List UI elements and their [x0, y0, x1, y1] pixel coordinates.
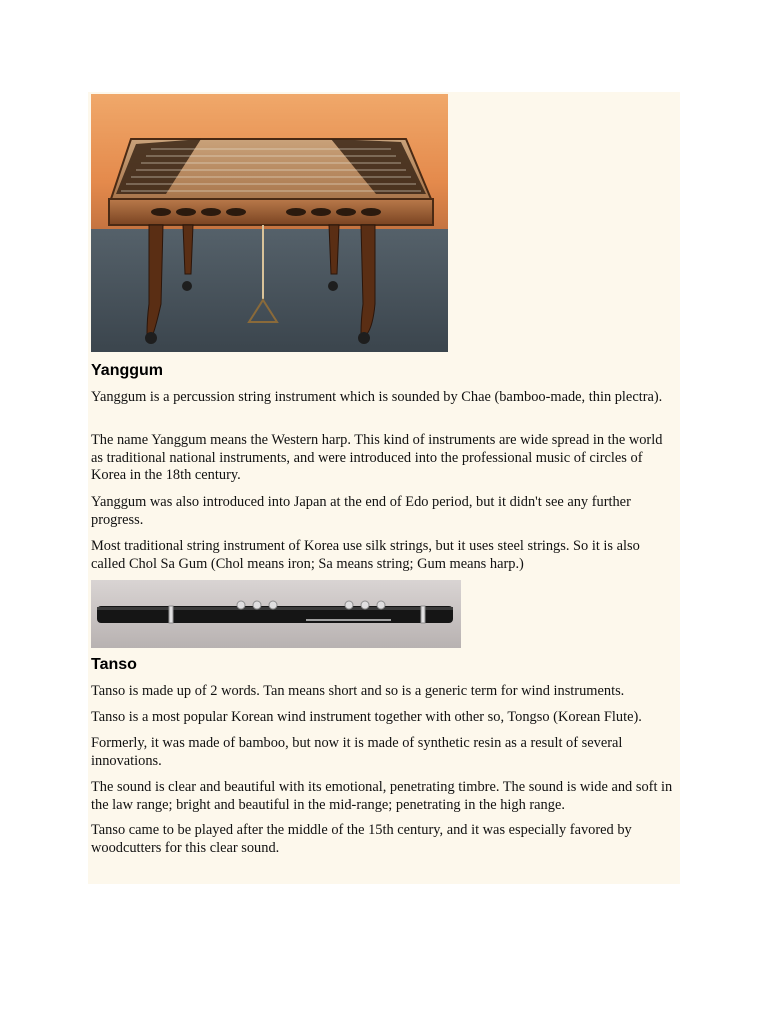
- yanggum-paragraph-3: Yanggum was also introduced into Japan at the end of Edo period, but it didn't see any further progress.: [91, 494, 631, 528]
- yanggum-heading: Yanggum: [91, 362, 164, 379]
- tanso-paragraph-1: Tanso is made up of 2 words. Tan means short and so is a generic term for wind instruments.: [91, 683, 625, 699]
- tanso-paragraph-4: The sound is clear and beautiful with its emotional, penetrating timbre. The sound is wide and soft in the law range; bright and beautiful in the mid-range; penetrating in the high range.: [91, 779, 673, 813]
- yanggum-photo: [91, 94, 448, 352]
- yanggum-paragraph-4: Most traditional string instrument of Korea use silk strings, but it uses steel strings. So it is also called Chol Sa Gum (Chol means iron; Sa means string; Gum means harp.): [91, 538, 640, 572]
- tanso-paragraph-5: Tanso came to be played after the middle of the 15th century, and it was especially favored by woodcutters for this clear sound.: [91, 822, 632, 856]
- tanso-paragraph-3: Formerly, it was made of bamboo, but now it is made of synthetic resin as a result of several innovations.: [91, 735, 623, 769]
- tanso-paragraph-2: Tanso is a most popular Korean wind instrument together with other so, Tongso (Korean Flute).: [91, 709, 642, 725]
- tanso-heading: Tanso: [91, 656, 137, 673]
- yanggum-paragraph-2: The name Yanggum means the Western harp. This kind of instruments are wide spread in the world as traditional national instruments, and were introduced into the professional music of circles of Korea in the 18th century.: [91, 432, 663, 483]
- tanso-photo: [91, 580, 461, 648]
- yanggum-paragraph-1: Yanggum is a percussion string instrument which is sounded by Chae (bamboo-made, thin plectra).: [91, 389, 663, 405]
